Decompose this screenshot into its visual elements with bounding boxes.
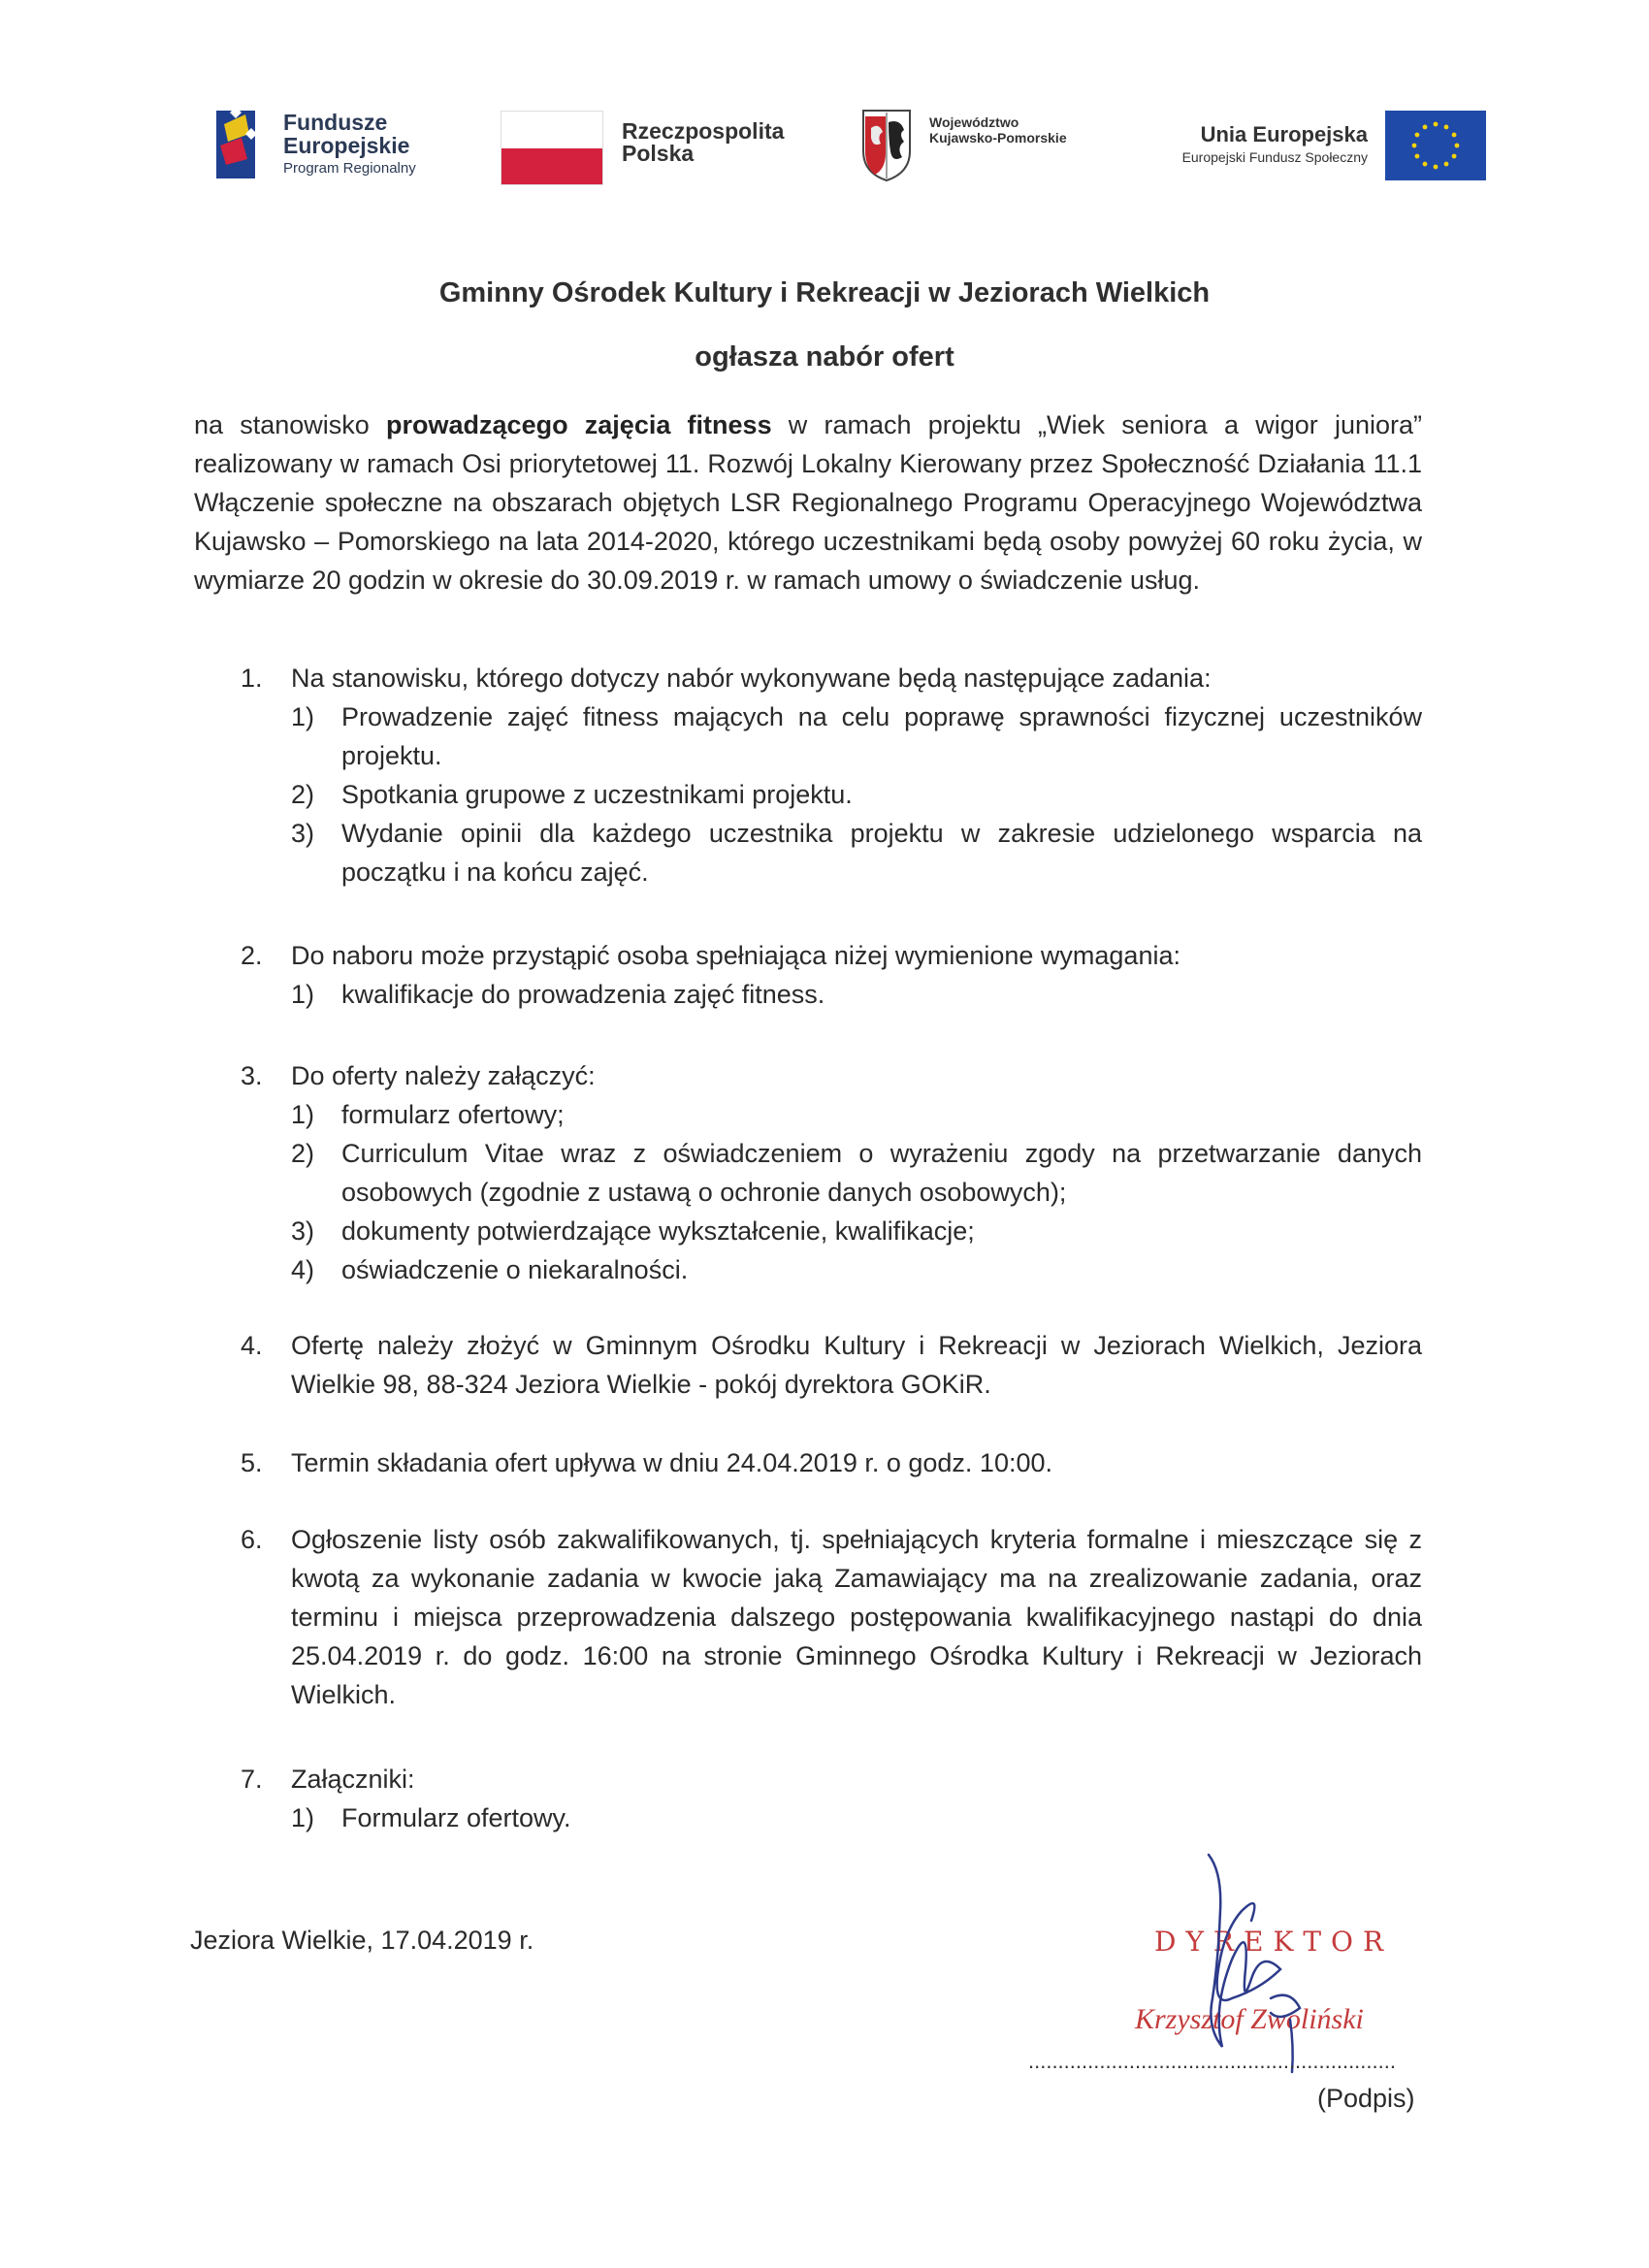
section-6 (194, 1520, 1422, 1714)
logo-strip (0, 105, 1649, 202)
ue-line2: Europejski Fundusz Społeczny (1181, 149, 1368, 165)
stamp-title: DYREKTOR (1154, 1926, 1394, 1958)
section-5 (194, 1443, 1422, 1482)
item-number: 4) (291, 1255, 315, 1284)
item-number: 1) (291, 1803, 315, 1832)
section-text: Termin składania ofert upływa w dniu 24.04.2019 r. o godz. 10:00. (291, 1448, 1052, 1477)
eu-star-icon (1444, 162, 1449, 167)
section-4 (194, 1326, 1422, 1404)
wojewodztwo-text (929, 114, 1067, 146)
item-number: 1) (291, 702, 315, 731)
stamp-name: Krzysztof Zwoliński (1135, 2003, 1364, 2035)
eu-star-icon (1423, 162, 1428, 167)
section-number: 3. (241, 1061, 263, 1090)
item-number: 2) (291, 780, 315, 809)
section-number: 6. (241, 1525, 263, 1554)
section-3 (194, 1056, 1422, 1289)
fe-line3: Program Regionalny (283, 160, 416, 178)
intro-after: w ramach projektu „Wiek seniora a wigor juniora” realizowany w ramach Osi priorytetowej 11. Rozwój Lokalny Kierowany przez Społeczność Działania 11.1 Włączenie społeczne na obszarach objętych LSR Regionalnego Programu Operacyjnego Województwa Kujawsko – Pomorskiego na lata 2014-2020, którego uczestnikami będą osoby powyżej 60 roku życia, w wymiarze 20 godzin w okresie do 30.09.2019 r. w ramach umowy o świadczenie usług. (194, 410, 1422, 595)
item-text: kwalifikacje do prowadzenia zajęć fitness. (341, 980, 825, 1009)
eu-star-icon (1415, 133, 1420, 138)
polish-flag-icon (501, 111, 603, 185)
signature-area (1009, 1853, 1436, 2124)
signature-label: (Podpis) (1317, 2084, 1415, 2113)
item-text: Prowadzenie zajęć fitness mających na celu poprawę sprawności fizycznej uczestników projektu. (341, 702, 1422, 770)
handwritten-signature-icon (1174, 1853, 1329, 2076)
eu-star-icon (1415, 154, 1420, 159)
unia-europejska-text (1145, 122, 1368, 165)
eu-star-icon (1434, 122, 1439, 127)
section-1 (194, 659, 1422, 891)
eu-star-icon (1455, 144, 1460, 148)
item-text: dokumenty potwierdzające wykształcenie, kwalifikacje; (341, 1216, 975, 1246)
intro-paragraph (194, 405, 1422, 599)
ue-line1: Unia Europejska (1200, 122, 1368, 146)
rzeczpospolita-text (622, 120, 784, 165)
eu-star-icon (1444, 125, 1449, 130)
fundusze-europejskie-logo-icon (216, 105, 265, 184)
item-number: 3) (291, 819, 315, 848)
kujawsko-pomorskie-crest-icon (861, 109, 912, 182)
item-text: formularz ofertowy; (341, 1100, 565, 1129)
section-text: Ogłoszenie listy osób zakwalifikowanych, tj. spełniających kryteria formalne i mieszczące się z kwotą za wykonanie zadania w kwocie jaką Zamawiający ma na zrealizowanie zadania, oraz terminu i miejsca przeprowadzenia dalszego postępowania kwalifikacyjnego nastąpi do dnia 25.04.2019 r. do godz. 16:00 na stronie Gminnego Ośrodka Kultury i Rekreacji w Jeziorach Wielkich. (291, 1525, 1422, 1709)
page-subtitle: ogłasza nabór ofert (695, 341, 954, 373)
item-text: Wydanie opinii dla każdego uczestnika projektu w zakresie udzielonego wsparcia na początku i na końcu zajęć. (341, 819, 1422, 887)
section-7 (194, 1760, 1422, 1837)
section-number: 2. (241, 941, 263, 970)
item-number: 2) (291, 1139, 315, 1168)
eu-flag-icon (1385, 111, 1486, 180)
section-number: 1. (241, 664, 263, 693)
eu-star-icon (1452, 154, 1457, 159)
section-number: 5. (241, 1448, 263, 1477)
fundusze-europejskie-text (283, 111, 416, 177)
signature-line: .............................................................. (1028, 2049, 1396, 2073)
eu-star-icon (1412, 144, 1417, 148)
eu-star-icon (1452, 133, 1457, 138)
intro-before: na stanowisko (194, 410, 387, 439)
item-number: 3) (291, 1216, 315, 1246)
wkp-line1: Województwo (929, 114, 1019, 130)
fe-line1: Fundusze (283, 110, 388, 135)
section-text: Na stanowisku, którego dotyczy nabór wykonywane będą następujące zadania: (291, 664, 1212, 693)
fe-line2: Europejskie (283, 133, 410, 159)
section-2 (194, 936, 1422, 1014)
eu-star-icon (1423, 125, 1428, 130)
section-number: 7. (241, 1765, 263, 1794)
item-text: Formularz ofertowy. (341, 1803, 571, 1832)
section-number: 4. (241, 1331, 263, 1360)
eu-star-icon (1434, 165, 1439, 170)
section-text: Ofertę należy złożyć w Gminnym Ośrodku Kultury i Rekreacji w Jeziorach Wielkich, Jeziora Wielkie 98, 88-324 Jeziora Wielkie - pokój dyrektora GOKiR. (291, 1331, 1422, 1399)
section-text: Do naboru może przystąpić osoba spełniająca niżej wymienione wymagania: (291, 941, 1180, 970)
intro-bold: prowadzącego zajęcia fitness (386, 410, 772, 439)
item-number: 1) (291, 1100, 315, 1129)
page-title: Gminny Ośrodek Kultury i Rekreacji w Jeziorach Wielkich (438, 277, 1211, 308)
section-text: Do oferty należy załączyć: (291, 1061, 596, 1090)
wkp-line2: Kujawsko-Pomorskie (929, 130, 1067, 146)
item-number: 1) (291, 980, 315, 1009)
rp-line2: Polska (622, 141, 695, 166)
item-text: Curriculum Vitae wraz z oświadczeniem o wyrażeniu zgody na przetwarzanie danych osobowych (zgodnie z ustawą o ochronie danych osobowych); (341, 1139, 1422, 1207)
item-text: Spotkania grupowe z uczestnikami projektu. (341, 780, 853, 809)
place-date: Jeziora Wielkie, 17.04.2019 r. (190, 1926, 534, 1955)
rp-line1: Rzeczpospolita (622, 118, 785, 144)
section-text: Załączniki: (291, 1765, 415, 1794)
item-text: oświadczenie o niekaralności. (341, 1255, 689, 1284)
